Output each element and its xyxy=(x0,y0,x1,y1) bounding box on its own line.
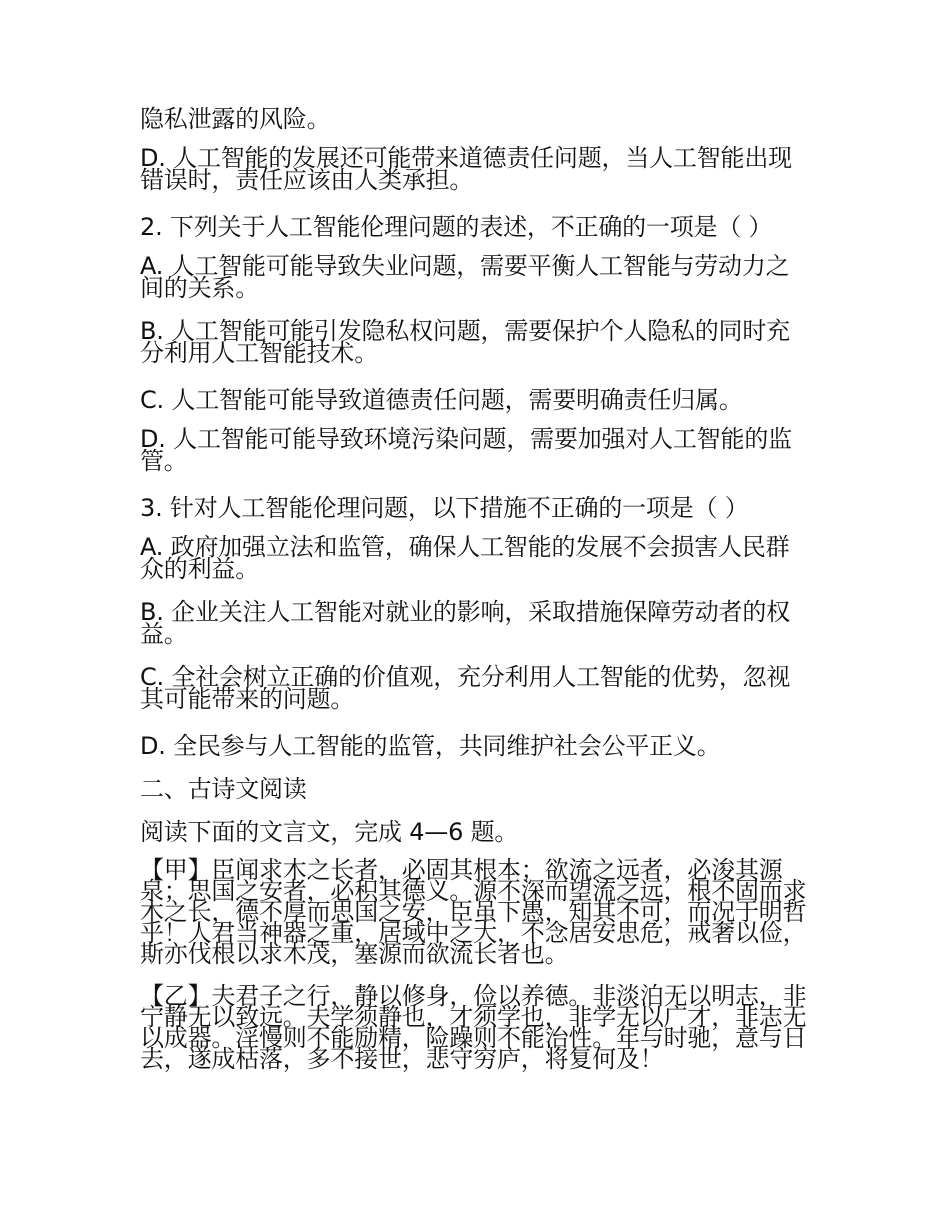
option-c-2: C. 人工智能可能导致道德责任问题，需要明确责任归属。 xyxy=(140,386,743,414)
option-b-2: B. 人工智能可能引发隐私权问题，需要保护个人隐私的同时充分利用人工智能技术。 xyxy=(140,317,790,367)
option-d-2: D. 人工智能可能导致环境污染问题，需要加强对人工智能的监管。 xyxy=(140,425,792,475)
option-c-3: C. 全社会树立正确的价值观，充分利用人工智能的优势，忽视其可能带来的问题。 xyxy=(140,663,791,713)
option-a-3: A. 政府加强立法和监管，确保人工智能的发展不会损害人民群众的利益。 xyxy=(140,533,790,583)
question-2: 2. 下列关于人工智能伦理问题的表述，不正确的一项是（ ） xyxy=(140,213,773,241)
option-a-2: A. 人工智能可能导致失业问题，需要平衡人工智能与劳动力之间的关系。 xyxy=(140,252,790,302)
option-d-3: D. 全民参与人工智能的监管，共同维护社会公平正义。 xyxy=(140,732,721,760)
passage-jia: 【甲】臣闻求木之长者，必固其根本；欲流之远者，必浚其源泉；思国之安者，必积其德义。源不深而望流之远，根不固而求木之长，德不厚而思国之安，臣虽下愚，知其不可，而况于明哲乎！人君当神器之重，居域中之大，不念居安思危，戒奢以俭，斯亦伐根以求木茂，塞源而欲流长者也。 xyxy=(140,856,807,968)
option-b-3: B. 企业关注人工智能对就业的影响，采取措施保障劳动者的权益。 xyxy=(140,598,790,648)
paragraph-1: 隐私泄露的风险。 xyxy=(140,105,331,133)
question-3: 3. 针对人工智能伦理问题，以下措施不正确的一项是（ ） xyxy=(140,494,749,522)
reading-instruction: 阅读下面的文言文，完成 4—6 题。 xyxy=(140,818,519,846)
document-page xyxy=(140,104,812,1091)
option-d-1: D. 人工智能的发展还可能带来道德责任问题，当人工智能出现错误时，责任应该由人类承担。 xyxy=(140,144,792,194)
section-heading: 二、古诗文阅读 xyxy=(140,775,307,803)
passage-yi: 【乙】夫君子之行，静以修身，俭以养德。非淡泊无以明志，非宁静无以致远。夫学须静也，才须学也，非学无以广才，非志无以成器。淫慢则不能励精，险躁则不能治性。年与时驰，意与日去，遂成枯落，多不接世，悲守穷庐，将复何及！ xyxy=(140,982,807,1073)
